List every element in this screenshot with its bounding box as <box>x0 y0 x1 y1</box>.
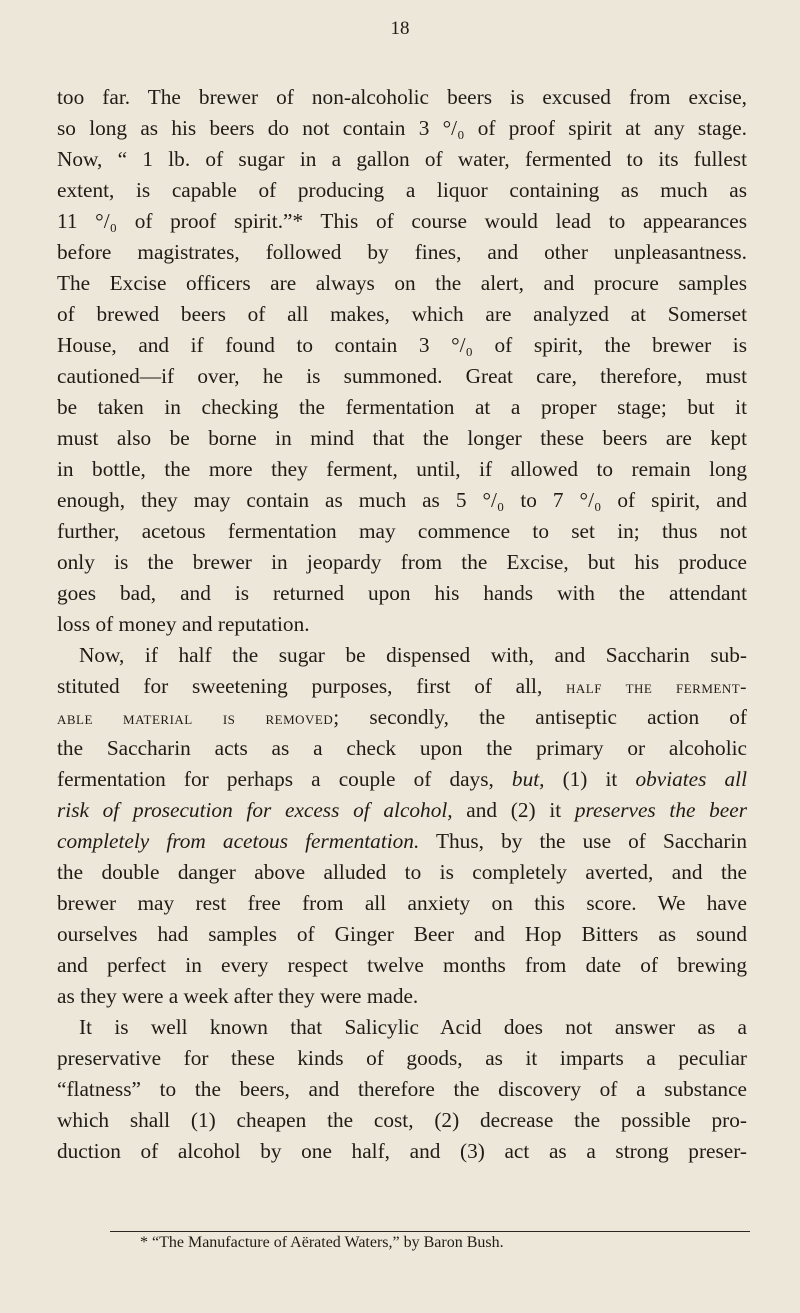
text-line: of brewed beers of all makes, which are analyzed at Somerset <box>57 302 747 326</box>
italic-span: completely from acetous fermentation. <box>57 829 420 853</box>
text-line: “flatness” to the beers, and therefore the discovery of a substance <box>57 1077 747 1101</box>
text-line: Now, if half the sugar be dispensed with, and Saccharin sub- <box>79 643 747 667</box>
text-line: ourselves had samples of Ginger Beer and Hop Bitters as sound <box>57 922 747 946</box>
text-line: as they were a week after they were made. <box>57 984 419 1008</box>
text-line: the double danger above alluded to is completely averted, and the <box>57 860 747 884</box>
text-line <box>57 671 747 702</box>
text-line: and perfect in every respect twelve months from date of brewing <box>57 953 747 977</box>
text-line: only is the brewer in jeopardy from the Excise, but his produce <box>57 550 747 574</box>
text-line: preservative for these kinds of goods, as it imparts a peculiar <box>57 1046 747 1070</box>
text-line: duction of alcohol by one half, and (3) act as a strong preser- <box>57 1139 747 1163</box>
text-line: 11 °/₀ of proof spirit.”* This of course would lead to appearances <box>57 209 747 233</box>
text-line <box>57 795 747 826</box>
small-caps-span: half the ferment- <box>566 677 748 698</box>
text-line: enough, they may contain as much as 5 °/₀ to 7 °/₀ of spirit, and <box>57 488 747 512</box>
text-line: before magistrates, followed by fines, and other unpleasantness. <box>57 240 747 264</box>
text-line: brewer may rest free from all anxiety on this score. We have <box>57 891 747 915</box>
text-line: the Saccharin acts as a check upon the primary or alcoholic <box>57 736 747 760</box>
italic-span: preserves the beer <box>574 798 748 822</box>
text-line: Now, “ 1 lb. of sugar in a gallon of water, fermented to its fullest <box>57 147 747 171</box>
text-span: Thus, by the use of Saccharin <box>419 829 747 853</box>
text-line: too far. The brewer of non-alcoholic beers is excused from excise, <box>57 85 747 109</box>
text-line <box>57 826 747 857</box>
text-line: The Excise officers are always on the alert, and procure samples <box>57 271 747 295</box>
footnote: * “The Manufacture of Aërated Waters,” by Baron Bush. <box>140 1234 504 1251</box>
text-line <box>57 702 747 733</box>
text-line: loss of money and reputation. <box>57 612 310 636</box>
text-line: It is well known that Salicylic Acid does not answer as a <box>79 1015 747 1039</box>
page-number: 18 <box>390 18 410 39</box>
italic-span: but, <box>511 767 545 791</box>
text-span: and (2) it <box>452 798 575 822</box>
text-line: extent, is capable of producing a liquor containing as much as <box>57 178 747 202</box>
text-line: cautioned—if over, he is summoned. Great care, therefore, must <box>57 364 747 388</box>
text-line: further, acetous fermentation may commence to set in; thus not <box>57 519 747 543</box>
text-span: ; secondly, the antiseptic action of <box>333 705 747 729</box>
text-line: goes bad, and is returned upon his hands with the attendant <box>57 581 747 605</box>
text-span: stituted for sweetening purposes, first of all, <box>57 674 567 698</box>
italic-span: risk of prosecution for excess of alcohol, <box>57 798 453 822</box>
italic-span: obviates all <box>635 767 748 791</box>
text-line: must also be borne in mind that the longer these beers are kept <box>57 426 747 450</box>
text-line: in bottle, the more they ferment, until, if allowed to remain long <box>57 457 747 481</box>
text-line: be taken in checking the fermentation at a proper stage; but it <box>57 395 747 419</box>
text-span: fermentation for perhaps a couple of days, <box>57 767 512 791</box>
footnote-divider <box>110 1231 750 1232</box>
text-span: (1) it <box>544 767 636 791</box>
text-line: so long as his beers do not contain 3 °/₀ of proof spirit at any stage. <box>57 116 747 140</box>
text-line: which shall (1) cheapen the cost, (2) decrease the possible pro- <box>57 1108 747 1132</box>
body-text <box>57 82 747 1167</box>
small-caps-span: able material is removed <box>57 708 334 729</box>
text-line: House, and if found to contain 3 °/₀ of spirit, the brewer is <box>57 333 747 357</box>
text-line <box>57 764 747 795</box>
